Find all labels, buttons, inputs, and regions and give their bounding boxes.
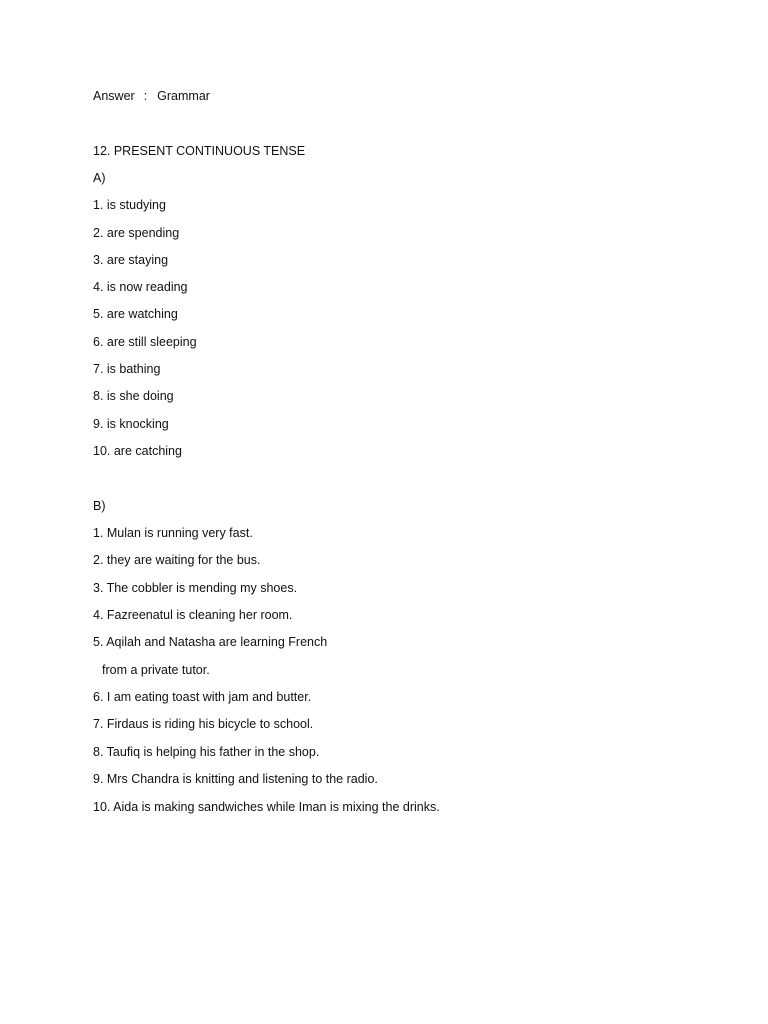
part-a-item: 4. is now reading — [93, 280, 188, 294]
part-b-item-continuation: from a private tutor. — [102, 663, 210, 677]
header-separator: : — [143, 89, 148, 103]
part-b-item: 9. Mrs Chandra is knitting and listening to the radio. — [93, 772, 378, 786]
part-a-item: 9. is knocking — [93, 417, 169, 431]
part-b-item: 7. Firdaus is riding his bicycle to school. — [93, 717, 314, 731]
subject-label: Grammar — [157, 89, 210, 103]
part-a-label: A) — [93, 171, 106, 185]
answer-label: Answer — [93, 89, 135, 103]
part-b-item: 6. I am eating toast with jam and butter. — [93, 690, 312, 704]
part-a-item: 10. are catching — [93, 444, 182, 458]
part-b-item: 8. Taufiq is helping his father in the shop. — [93, 745, 320, 759]
part-b-label: B) — [93, 499, 106, 513]
section-title: 12. PRESENT CONTINUOUS TENSE — [93, 144, 306, 158]
part-a-item: 7. is bathing — [93, 362, 161, 376]
part-a-item: 8. is she doing — [93, 389, 174, 403]
document-page — [93, 0, 713, 1024]
part-b-item: 3. The cobbler is mending my shoes. — [93, 581, 298, 595]
part-a-item: 2. are spending — [93, 226, 180, 240]
part-b-item: 2. they are waiting for the bus. — [93, 553, 261, 567]
part-a-item: 1. is studying — [93, 198, 166, 212]
part-a-item: 5. are watching — [93, 307, 178, 321]
part-a-item: 6. are still sleeping — [93, 335, 197, 349]
part-b-item: 10. Aida is making sandwiches while Iman is mixing the drinks. — [93, 800, 440, 814]
part-b-item: 4. Fazreenatul is cleaning her room. — [93, 608, 293, 622]
part-b-item: 1. Mulan is running very fast. — [93, 526, 253, 540]
part-a-item: 3. are staying — [93, 253, 169, 267]
answer-header — [93, 88, 210, 104]
part-b-item: 5. Aqilah and Natasha are learning French — [93, 635, 328, 649]
